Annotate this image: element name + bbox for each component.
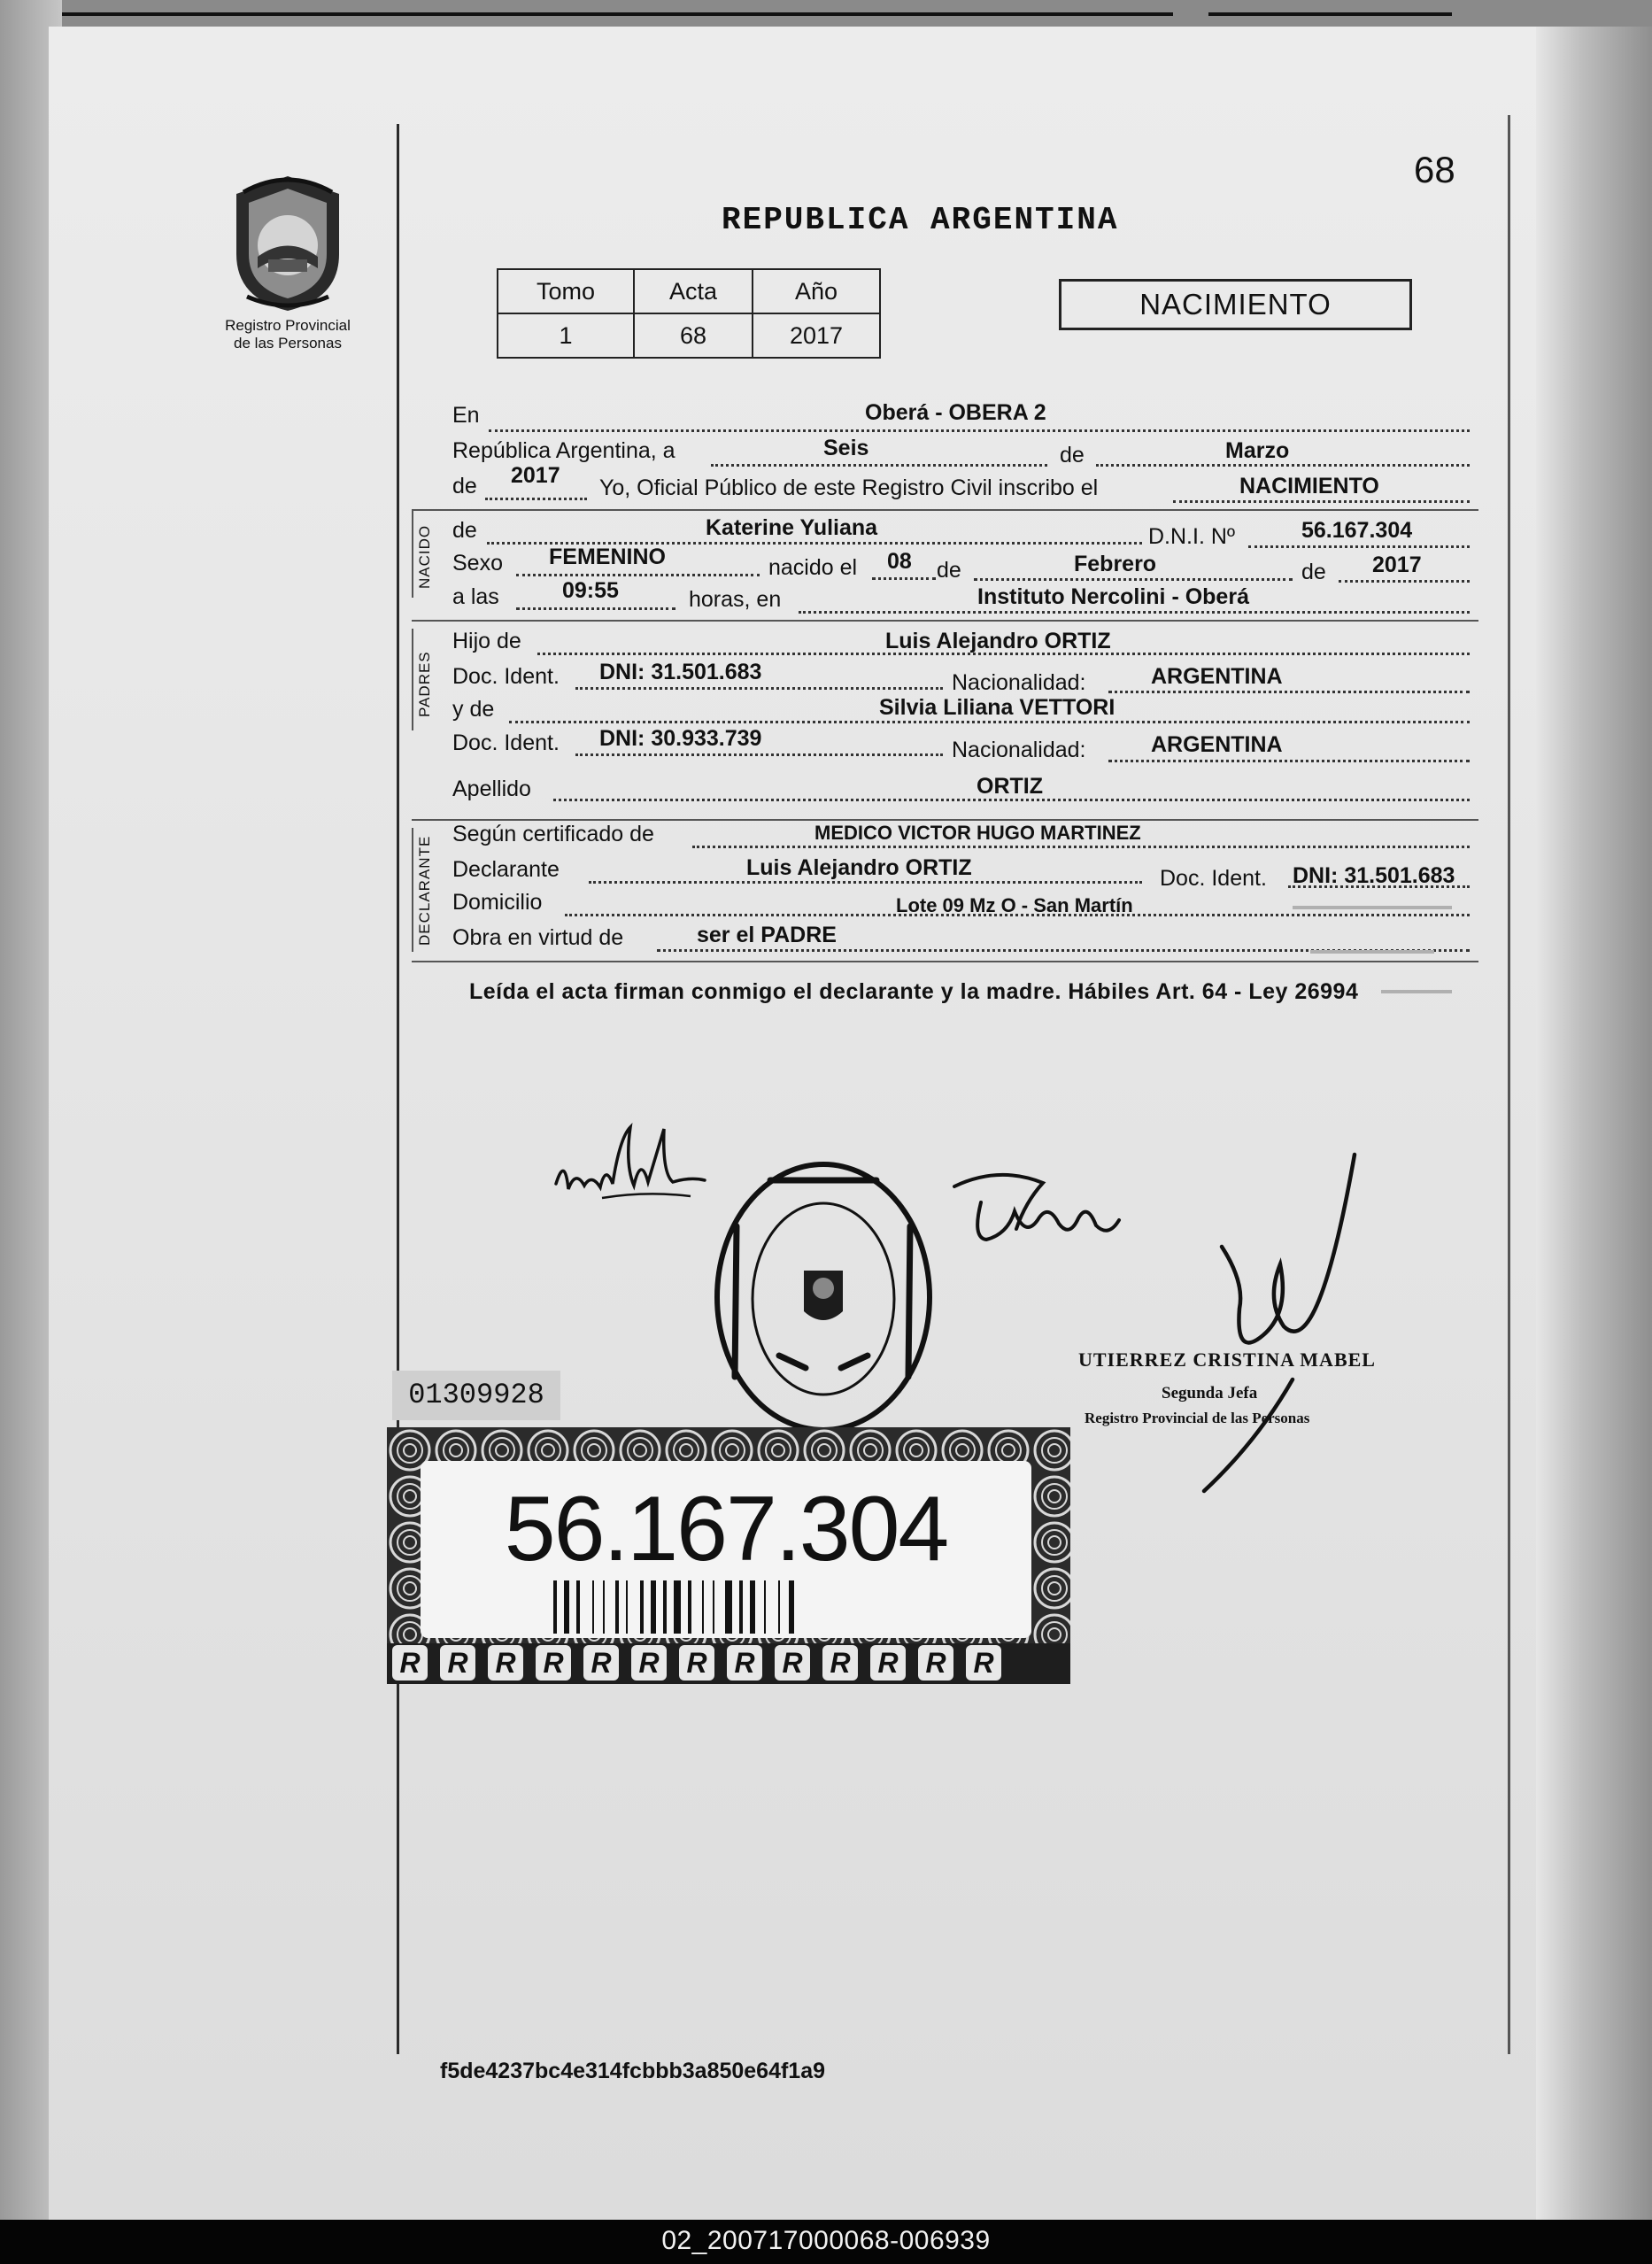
sticker-r-tile: R: [392, 1645, 428, 1681]
yo-label: Yo, Oficial Público de este Registro Civil inscribo el: [599, 475, 1099, 500]
sticker-r-tile: R: [583, 1645, 619, 1681]
declarante-line: [589, 881, 1142, 884]
father-value: Luis Alejandro ORTIZ: [885, 629, 1111, 653]
month-value: Marzo: [1225, 438, 1290, 463]
official-signature: [1186, 1149, 1363, 1495]
doc3-value: DNI: 31.501.683: [1293, 863, 1455, 888]
horas-label: horas, en: [689, 587, 782, 612]
doc3-label: Doc. Ident.: [1160, 866, 1267, 891]
inscribo-line: [1173, 500, 1470, 503]
serial-number: 01309928: [392, 1371, 560, 1420]
barcode: [553, 1580, 899, 1634]
birth-year-line: [1339, 580, 1470, 583]
sticker-r-tile: R: [822, 1645, 858, 1681]
right-margin-line: [1508, 115, 1510, 2054]
record-type-box: NACIMIENTO: [1059, 279, 1412, 330]
nac1-value: ARGENTINA: [1151, 664, 1283, 689]
domicilio-value: Lote 09 Mz O - San Martín: [896, 894, 1133, 916]
padres-bar: [412, 629, 413, 730]
birth-day-line: [872, 577, 936, 580]
nac2-line: [1108, 760, 1470, 762]
sticker-label: [421, 1461, 1031, 1638]
declarante-value: Luis Alejandro ORTIZ: [746, 855, 972, 880]
sticker-r-row: [387, 1645, 1070, 1684]
mother-value: Silvia Liliana VETTORI: [879, 695, 1115, 720]
obra-label: Obra en virtud de: [452, 925, 624, 950]
document-title: REPUBLICA ARGENTINA: [722, 202, 1119, 238]
en-line: [489, 429, 1470, 432]
acta-value: 68: [634, 313, 753, 358]
nac1-line: [1108, 691, 1470, 693]
birth-month-value: Febrero: [1074, 552, 1157, 576]
alas-label: a las: [452, 584, 499, 609]
document-hash: f5de4237bc4e314fcbbb3a850e64f1a9: [440, 2059, 826, 2083]
time-value: 09:55: [562, 578, 619, 603]
doc2-value: DNI: 30.933.739: [599, 726, 762, 751]
declarante-label: Declarante: [452, 857, 560, 882]
place-value: Instituto Nercolini - Oberá: [977, 584, 1249, 609]
tomo-header: Tomo: [498, 269, 634, 313]
year-line: [485, 498, 587, 500]
republica-label: República Argentina, a: [452, 438, 675, 463]
declarante-bar: [412, 828, 413, 952]
tomo-value: 1: [498, 313, 634, 358]
doc2-line: [575, 753, 943, 756]
dni-value: 56.167.304: [1301, 518, 1413, 543]
nac2-label: Nacionalidad:: [952, 738, 1086, 762]
left-margin-line: [397, 124, 399, 2054]
year-value: 2017: [511, 463, 560, 488]
id-sticker: [387, 1427, 1070, 1684]
hijo-label: Hijo de: [452, 629, 521, 653]
anio-header: Año: [753, 269, 880, 313]
anio-value: 2017: [753, 313, 880, 358]
en-label: En: [452, 403, 480, 428]
top-rule-left: [49, 12, 1173, 16]
official-name: UTIERREZ CRISTINA MABEL: [1078, 1348, 1376, 1371]
apellido-value: ORTIZ: [977, 774, 1043, 799]
file-name: 02_200717000068-006939: [661, 2226, 991, 2255]
cert-line: [692, 846, 1470, 848]
sticker-r-tile: R: [536, 1645, 571, 1681]
obra-value: ser el PADRE: [697, 923, 837, 947]
section-nacido: NACIDO: [416, 524, 433, 589]
logo-caption: [204, 317, 372, 352]
de5-label: de: [1301, 560, 1326, 584]
en-value: Oberá - OBERA 2: [865, 400, 1046, 425]
sticker-r-tile: R: [966, 1645, 1001, 1681]
section-padres: PADRES: [416, 651, 433, 717]
sexo-line: [516, 574, 760, 576]
month-line: [1096, 464, 1470, 467]
cert-label: Según certificado de: [452, 822, 654, 846]
separator-3: [412, 819, 1478, 821]
de4-label: de: [937, 558, 961, 583]
dni-label: D.N.I. Nº: [1148, 524, 1236, 549]
page-number: 68: [1414, 149, 1455, 190]
sticker-r-tile: R: [631, 1645, 667, 1681]
birth-day-value: 08: [887, 549, 912, 574]
closing-statement: Leída el acta firman conmigo el declarante y la madre. Hábiles Art. 64 - Ley 26994: [469, 979, 1359, 1004]
official-role: Segunda Jefa: [1162, 1384, 1258, 1402]
domicilio-label: Domicilio: [452, 890, 543, 915]
logo-caption-line2: de las Personas: [234, 335, 342, 352]
sexo-label: Sexo: [452, 551, 503, 576]
official-seal: [708, 1155, 938, 1439]
sticker-r-tile: R: [918, 1645, 953, 1681]
nacido-label: nacido el: [768, 555, 858, 580]
name-value: Katerine Yuliana: [706, 515, 878, 540]
record-table-header: [498, 269, 880, 313]
sticker-r-tile: R: [440, 1645, 475, 1681]
coat-of-arms-logo: [226, 173, 350, 314]
dni-line: [1248, 545, 1470, 548]
cert-value: MEDICO VICTOR HUGO MARTINEZ: [814, 822, 1141, 844]
inscribo-value: NACIMIENTO: [1239, 474, 1379, 498]
mother-signature: [946, 1167, 1123, 1264]
sticker-dni-number: 56.167.304: [504, 1478, 948, 1580]
nac1-label: Nacionalidad:: [952, 670, 1086, 695]
sticker-r-tile: R: [488, 1645, 523, 1681]
nac2-value: ARGENTINA: [1151, 732, 1283, 757]
sticker-r-tile: R: [727, 1645, 762, 1681]
sticker-r-tile: R: [775, 1645, 810, 1681]
official-office: Registro Provincial de las Personas: [1085, 1410, 1310, 1426]
mother-line: [509, 721, 1470, 723]
sticker-r-tile: R: [679, 1645, 714, 1681]
top-rule-right: [1208, 12, 1452, 16]
declarant-signature: [549, 1120, 713, 1217]
de-label: de: [1060, 443, 1085, 467]
doc1-value: DNI: 31.501.683: [599, 660, 762, 684]
birth-month-line: [974, 578, 1293, 581]
record-table-values: [498, 313, 880, 358]
de2-label: de: [452, 474, 477, 498]
acta-header: Acta: [634, 269, 753, 313]
separator-2: [412, 620, 1478, 622]
day-value: Seis: [823, 436, 869, 460]
section-declarante: DECLARANTE: [416, 835, 433, 946]
sexo-value: FEMENINO: [549, 545, 666, 569]
place-line: [799, 611, 1470, 614]
day-line: [711, 464, 1047, 467]
sticker-r-tile: R: [870, 1645, 906, 1681]
nacido-bar: [412, 509, 413, 598]
record-table: [497, 268, 881, 359]
de3-label: de: [452, 518, 477, 543]
doc1-label: Doc. Ident.: [452, 664, 560, 689]
apellido-label: Apellido: [452, 777, 531, 801]
doc1-line: [575, 687, 943, 690]
page-edge: [1536, 27, 1652, 2222]
separator-1: [412, 509, 1478, 511]
yde-label: y de: [452, 697, 495, 722]
logo-caption-line1: Registro Provincial: [225, 317, 351, 334]
birth-year-value: 2017: [1372, 552, 1422, 577]
time-line: [516, 607, 675, 610]
doc2-label: Doc. Ident.: [452, 730, 560, 755]
